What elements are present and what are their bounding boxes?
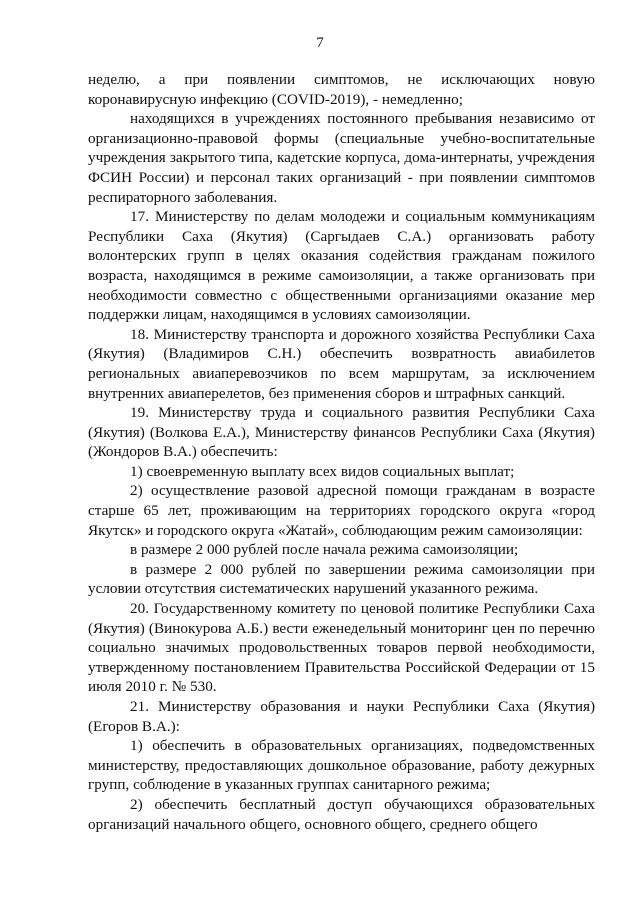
- paragraph: в размере 2 000 рублей после начала режима самоизоляции;: [130, 541, 519, 559]
- paragraph-subitem: 1) обеспечить в образовательных организациях, подведомственных министерству, предоставляющих дошкольное образование, работу дежурных групп, соблюдение в указанных группах санитарного режима;: [88, 737, 595, 794]
- paragraph-subitem: 2) осуществление разовой адресной помощи гражданам в возрасте старше 65 лет, проживающим на территориях городского округа «город Якутск» и городского округа «Жатай», соблюдающим режим самоизоляции:: [88, 482, 595, 539]
- paragraph: неделю, а при появлении симптомов, не исключающих новую коронавирусную инфекцию (COVID-2019), - немедленно;: [88, 71, 595, 108]
- paragraph-item-18: 18. Министерству транспорта и дорожного хозяйства Республики Саха (Якутия) (Владимиров С.Н.) обеспечить возвратность авиабилетов региональных авиаперевозчиков по всем маршрутам, за исключением внутренних авиаперелетов, без применения сборов и штрафных санкций.: [88, 325, 595, 402]
- paragraph-item-20: 20. Государственному комитету по ценовой политике Республики Саха (Якутия) (Винокурова А.Б.) вести еженедельный мониторинг цен по перечню социально значимых продовольственных товаров первой необходимости, утвержденному постановлением Правительства Российской Федерации от 15 июля 2010 г. № 530.: [88, 600, 595, 696]
- paragraph-item-17: 17. Министерству по делам молодежи и социальным коммуникациям Республики Саха (Якутия) (Саргыдаев С.А.) организовать работу волонтерских групп в целях оказания содействия гражданам пожилого возраста, находящимся в режиме самоизоляции, а также организовать при необходимости совместно с общественными организациями оказание мер поддержки лицам, находящимся в условиях самоизоляции.: [88, 208, 595, 324]
- page-number: 7: [316, 35, 324, 51]
- paragraph-subitem: 2) обеспечить бесплатный доступ обучающихся образовательных организаций начального общего, основного общего, среднего общего: [88, 795, 595, 833]
- document-body: [88, 70, 595, 834]
- paragraph: находящихся в учреждениях постоянного пребывания независимо от организационно-правовой формы (специальные учебно-воспитательные учреждения закрытого типа, кадетские корпуса, дома-интернаты, учреждения ФСИН России) и персонал таких организаций - при появлении симптомов респираторного заболевания.: [88, 110, 595, 206]
- paragraph-item-21: 21. Министерству образования и науки Республики Саха (Якутия) (Егоров В.А.):: [88, 698, 595, 735]
- paragraph-item-19: 19. Министерству труда и социального развития Республики Саха (Якутия) (Волкова Е.А.), Министерству финансов Республики Саха (Якутия) (Жондоров В.А.) обеспечить:: [88, 404, 595, 461]
- paragraph-subitem: 1) своевременную выплату всех видов социальных выплат;: [130, 462, 515, 480]
- paragraph: в размере 2 000 рублей по завершении режима самоизоляции при условии отсутствия систематических нарушений указанного режима.: [88, 560, 595, 598]
